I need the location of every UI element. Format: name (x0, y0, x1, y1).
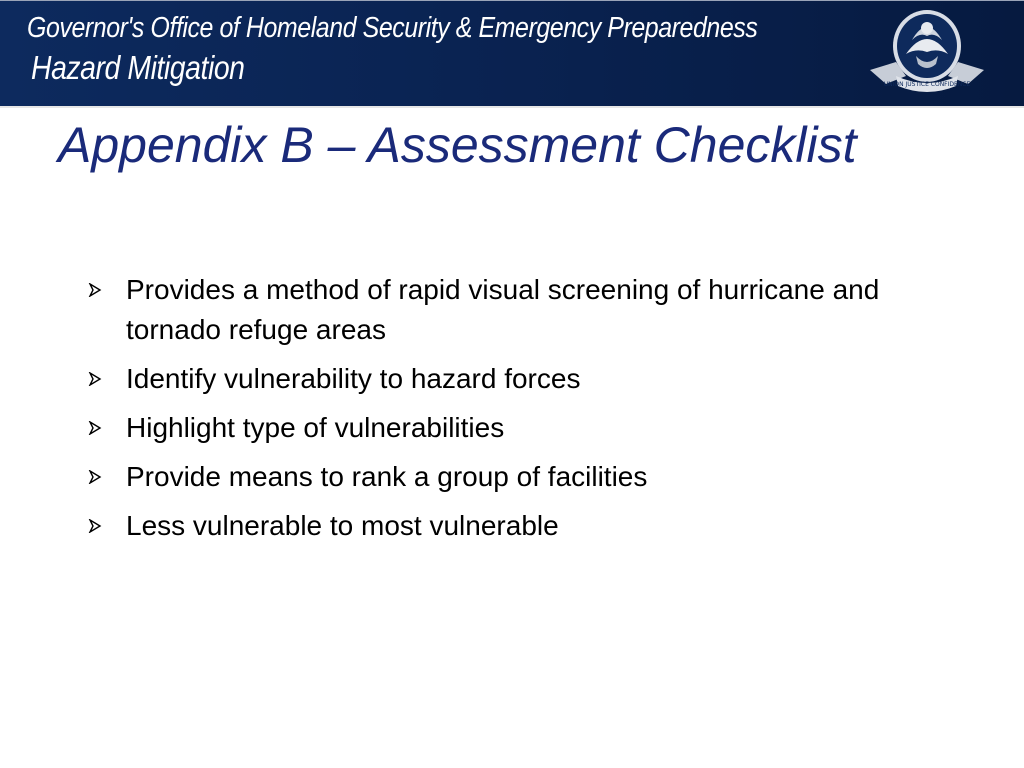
arrowhead-bullet-icon (88, 421, 102, 435)
org-title: Governor's Office of Homeland Security & Emergency Preparedness (27, 12, 758, 44)
list-item (88, 408, 908, 448)
list-item (88, 270, 908, 350)
bullet-text: Provide means to rank a group of facilities (126, 461, 648, 492)
list-item (88, 506, 908, 546)
list-item (88, 457, 908, 497)
bullet-text: Provides a method of rapid visual screening of hurricane and tornado refuge areas (126, 274, 880, 345)
bullet-text: Highlight type of vulnerabilities (126, 412, 505, 443)
section-subtitle: Hazard Mitigation (31, 49, 245, 86)
state-seal-icon (866, 6, 988, 98)
list-item (88, 359, 908, 399)
arrowhead-bullet-icon (88, 519, 102, 533)
bullet-text: Less vulnerable to most vulnerable (126, 510, 559, 541)
header-banner (0, 0, 1024, 108)
arrowhead-bullet-icon (88, 283, 102, 297)
slide-title: Appendix B – Assessment Checklist (58, 117, 857, 173)
bullet-text: Identify vulnerability to hazard forces (126, 363, 581, 394)
arrowhead-bullet-icon (88, 470, 102, 484)
seal-motto: UNION JUSTICE CONFIDENCE (883, 81, 971, 88)
arrowhead-bullet-icon (88, 372, 102, 386)
bullet-list (88, 270, 908, 555)
